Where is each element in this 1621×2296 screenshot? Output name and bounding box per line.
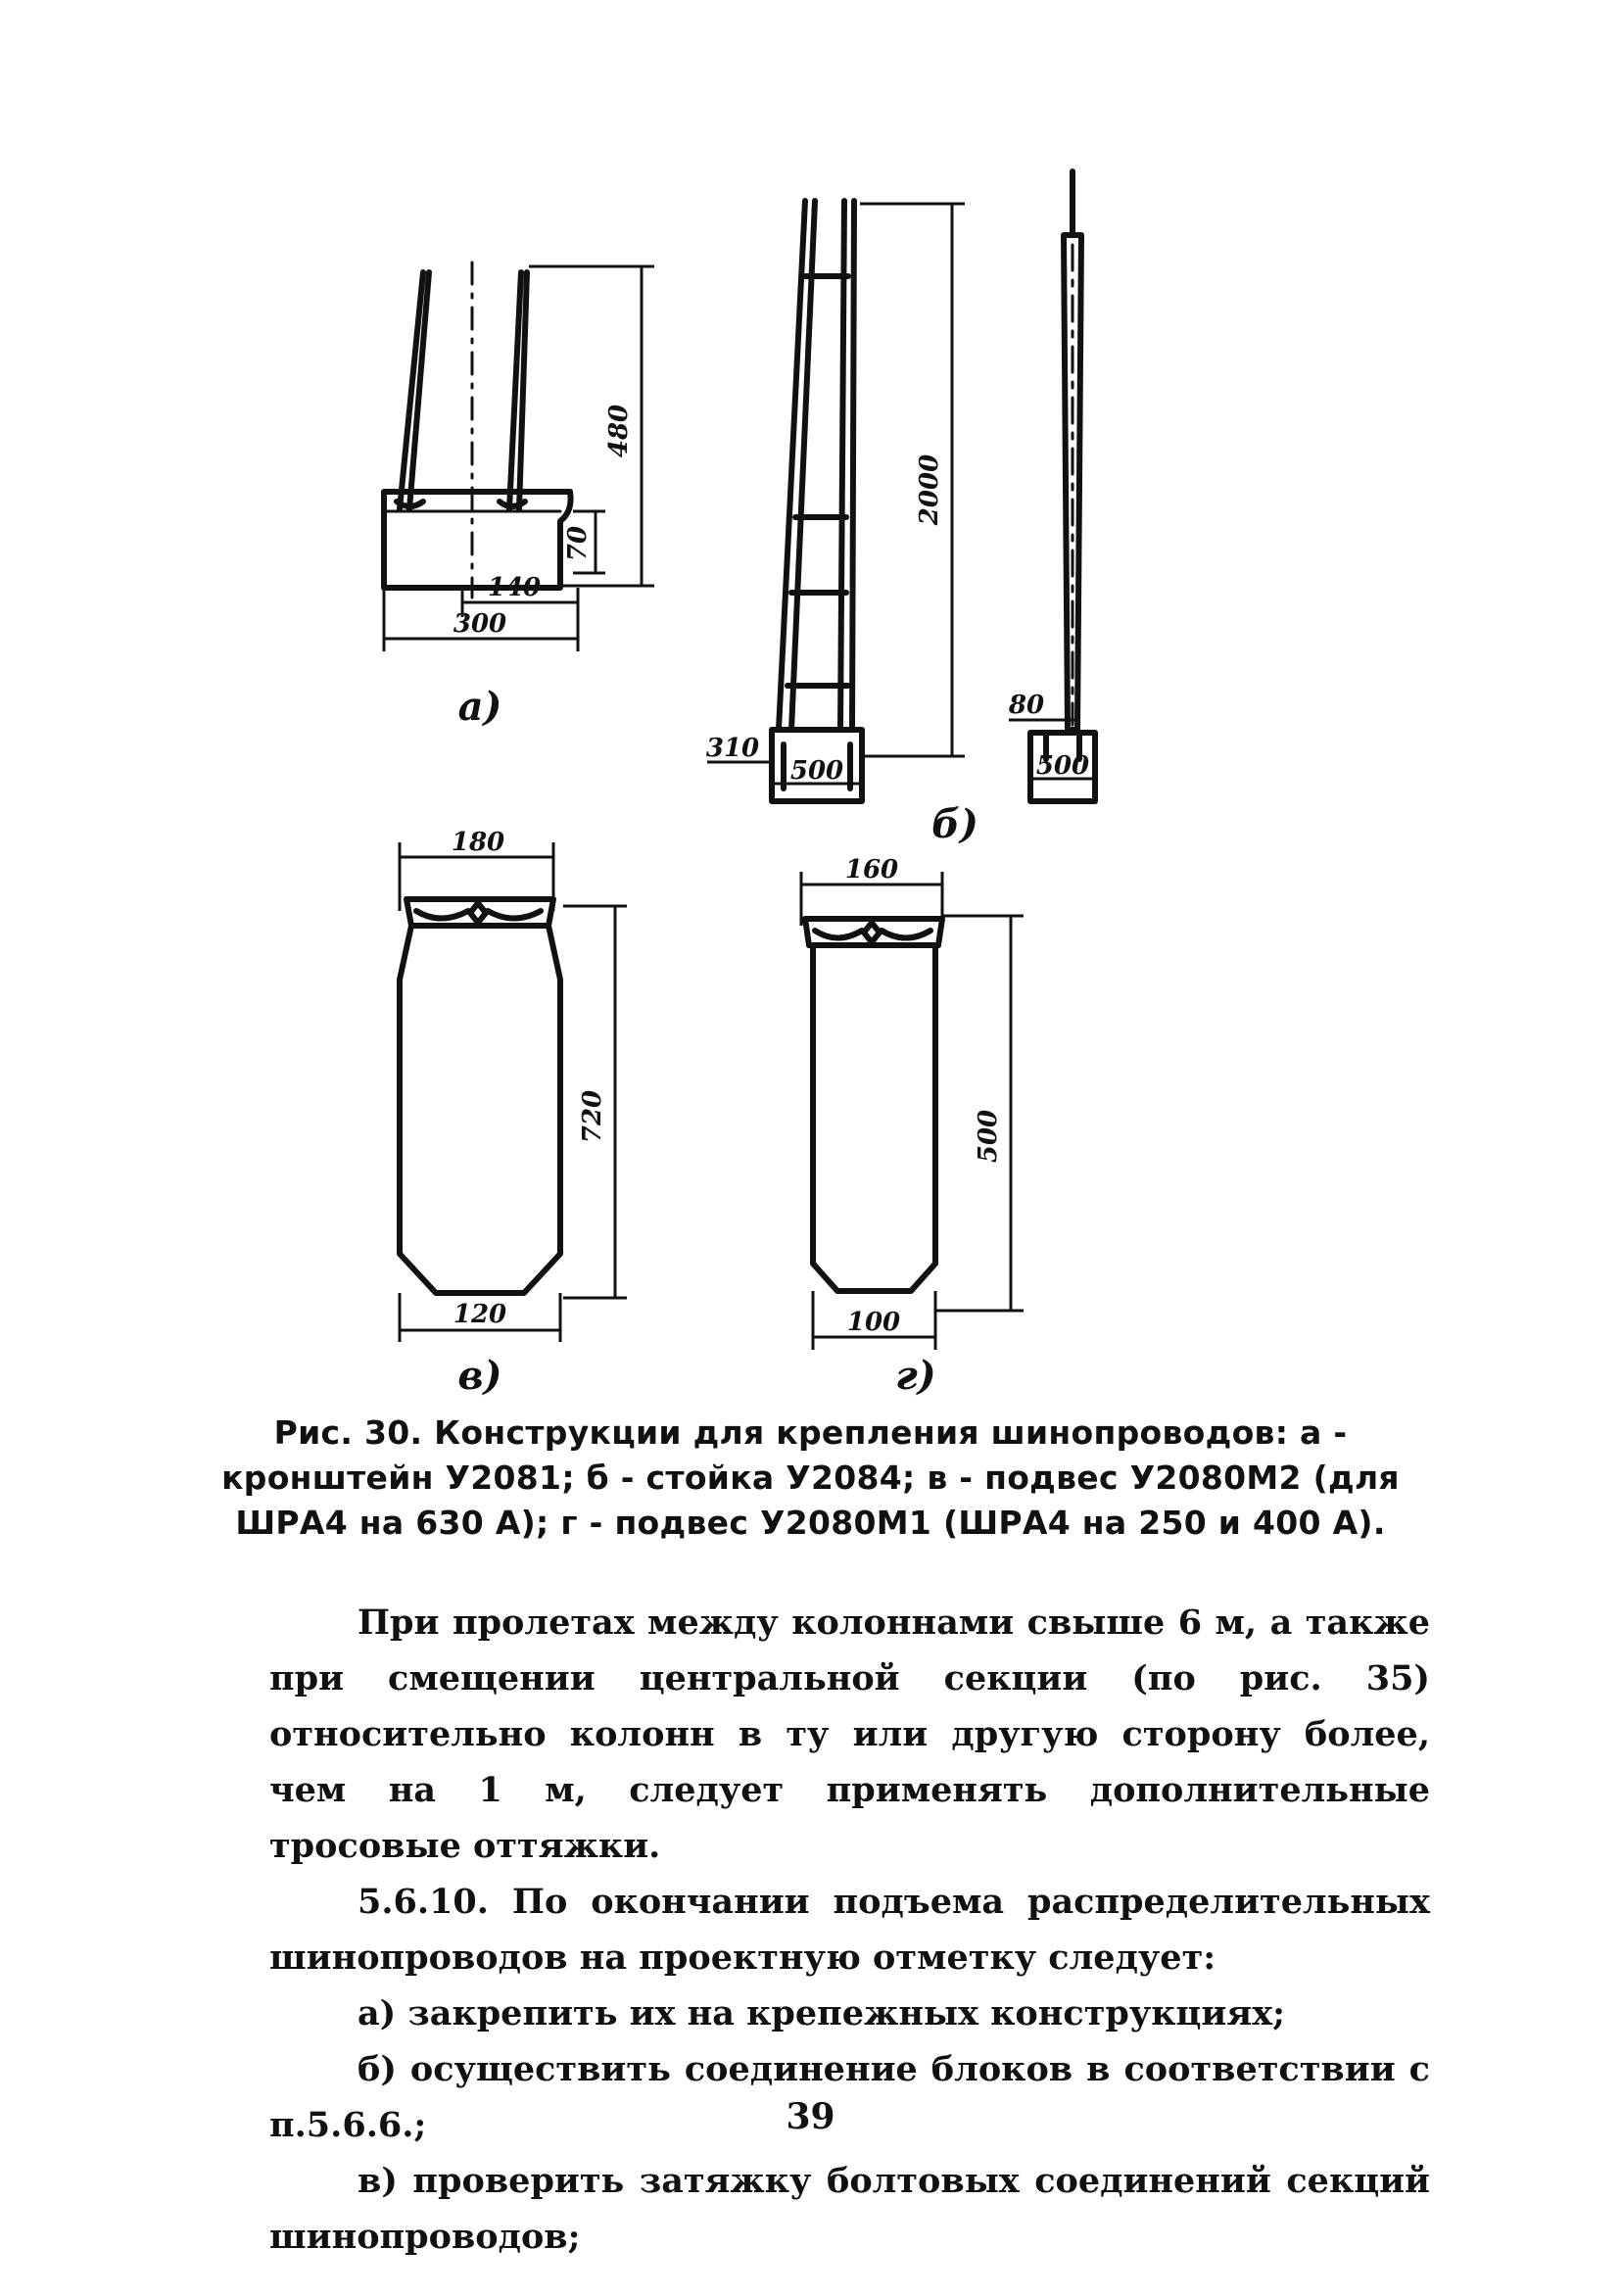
dim-b-side-base: 500 — [1035, 751, 1090, 781]
page-number: 39 — [786, 2096, 835, 2137]
dim-a-side: 70 — [563, 525, 593, 562]
dim-g-height: 500 — [974, 1109, 1003, 1164]
paragraph-5-6-10: 5.6.10. По окончании подъема распределительных шинопроводов на проектную отметку следует: — [269, 1882, 1430, 1978]
list-item-v: в) проверить затяжку болтовых соединений секций шинопроводов; — [269, 2161, 1430, 2257]
drawing-b-stand-side — [1008, 171, 1095, 801]
dim-b-height: 2000 — [915, 454, 944, 526]
paragraph-columns: При пролетах между колоннами свыше 6 м, а также при смещении центральной секции (по рис. 35) относительно колонн в ту или другую сторону более, чем на 1 м, следует применять дополнительные тросовые оттяжки. — [269, 1602, 1430, 1866]
dim-g-bottom: 100 — [846, 1308, 901, 1337]
drawing-b-stand — [706, 201, 978, 847]
drawing-v-hanger — [400, 828, 627, 1399]
dim-a-height: 480 — [604, 404, 634, 458]
dim-b-base: 500 — [789, 756, 844, 786]
dim-g-top: 160 — [844, 855, 899, 885]
drawing-a-bracket — [384, 263, 654, 730]
body-text — [269, 1595, 1430, 2265]
dim-v-height: 720 — [578, 1089, 607, 1144]
drawing-g-hanger — [801, 855, 1024, 1399]
label-v: в) — [457, 1353, 502, 1399]
label-a: а) — [457, 684, 502, 730]
dim-a-inner: 140 — [487, 573, 542, 602]
list-item-b: б) осуществить соединение блоков в соответствии с п.5.6.6.; — [269, 2049, 1430, 2145]
dim-b-side-top: 80 — [1008, 691, 1045, 720]
label-b: б) — [931, 801, 978, 847]
dim-a-width: 300 — [453, 609, 507, 639]
dim-v-bottom: 120 — [453, 1300, 507, 1329]
label-g: г) — [895, 1353, 936, 1399]
dim-b-left: 310 — [705, 734, 760, 763]
list-item-a: а) закрепить их на крепежных конструкциях; — [358, 1993, 1285, 2033]
figure-caption: Рис. 30. Конструкции для крепления шинопроводов: а - кронштейн У2081; б - стойка У2084; в - подвес У2080М2 (для ШРА4 на 630 А); г - подвес У2080М1 (ШРА4 на 250 и 400 А). — [221, 1413, 1400, 1542]
dim-v-top: 180 — [451, 828, 505, 857]
